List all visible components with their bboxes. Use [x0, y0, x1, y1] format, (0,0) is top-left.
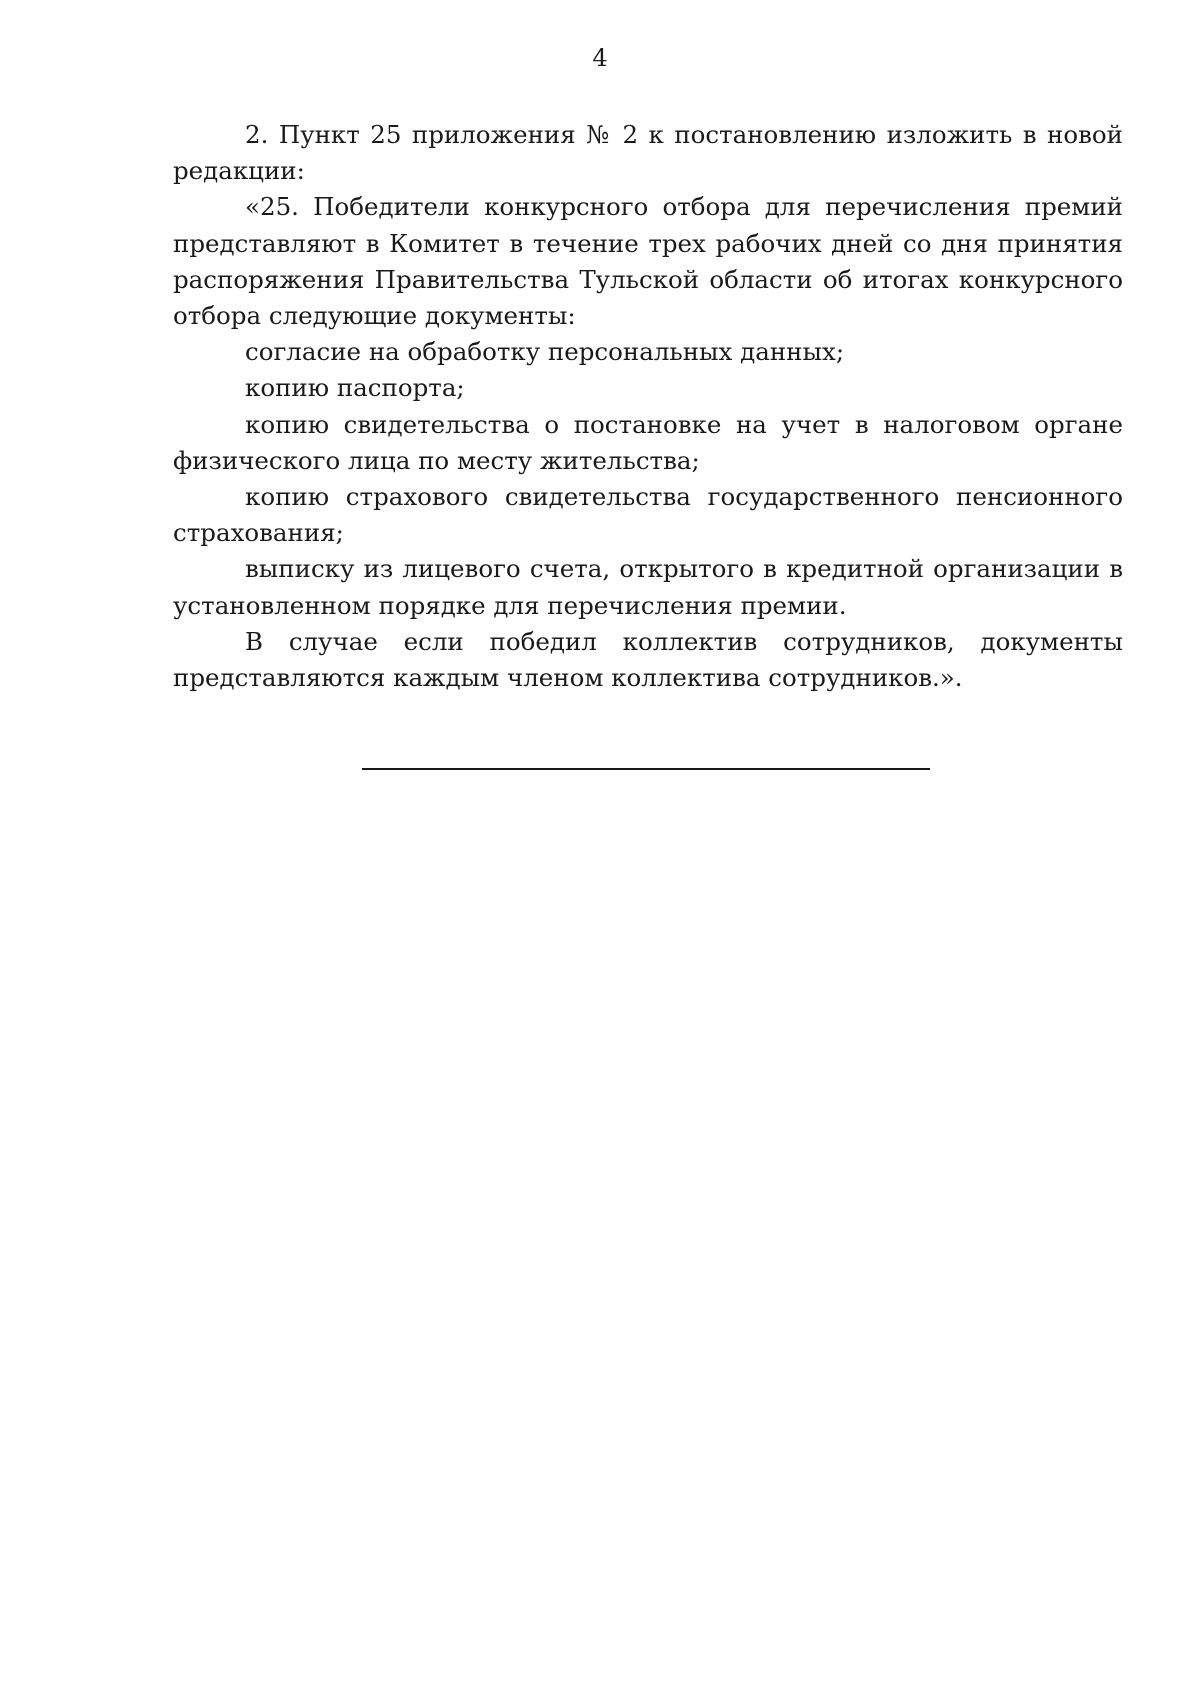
list-item-pension-certificate: копию страхового свидетельства государственного пенсионного страхования; [173, 482, 1123, 548]
list-item-consent: согласие на обработку персональных данных; [245, 337, 845, 367]
list-item-passport: копию паспорта; [245, 373, 465, 403]
paragraph-collective-winner: В случае если победил коллектив сотрудников, документы представляются каждым членом коллектива сотрудников.». [173, 626, 1123, 693]
list-item-account-statement: выписку из лицевого счета, открытого в кредитной организации в установленном порядке для перечисления премии. [173, 554, 1123, 620]
paragraph-clause-25: «25. Победители конкурсного отбора для перечисления премий представляют в Комитет в течение трех рабочих дней со дня принятия распоряжения Правительства Тульской области об итогах конкурсного отбора следующие документы: [173, 192, 1123, 331]
list-item-tax-certificate: копию свидетельства о постановке на учет в налоговом органе физического лица по месту жительства; [173, 409, 1123, 475]
document-body [173, 117, 1123, 696]
page-number: 4 [592, 44, 608, 72]
paragraph-amendment-intro: 2. Пункт 25 приложения № 2 к постановлению изложить в новой редакции: [173, 120, 1123, 186]
closing-divider [362, 768, 930, 770]
